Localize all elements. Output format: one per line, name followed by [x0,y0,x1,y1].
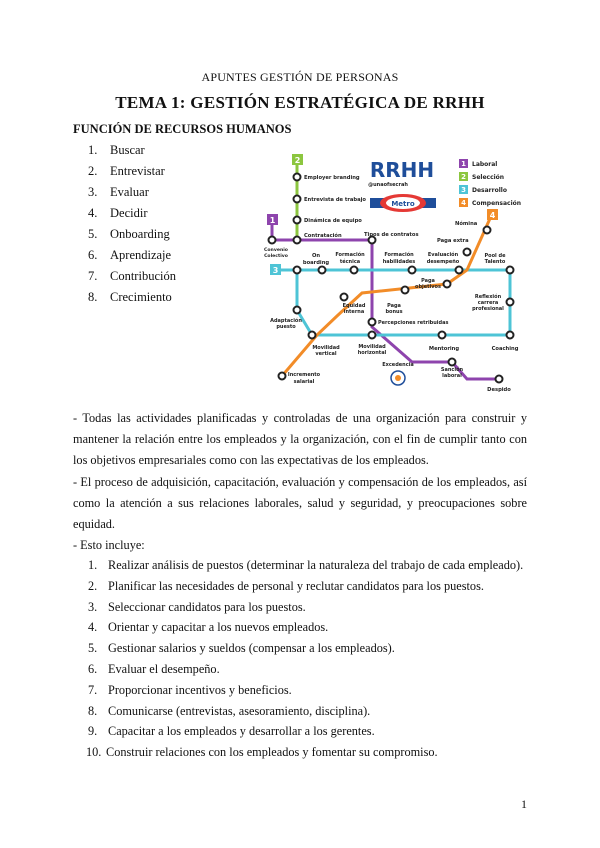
svg-text:Colectivo: Colectivo [264,254,288,259]
list-text: Crecimiento [110,290,172,304]
list-item [88,161,176,182]
station-movilidad-vertical: Movilidad [312,345,340,351]
list-text: Onboarding [110,227,170,241]
station-contratacion: Contratación [304,233,342,239]
svg-text:interna: interna [343,309,365,315]
legend-label: Compensación [472,200,522,207]
list-number: 9. [88,724,98,739]
station-movilidad-horizontal: Movilidad [358,344,386,350]
paragraph: - Todas las actividades planificadas y controladas de una organización para construir y mantener la relación entre los empleados y la organización, con el fin de cumplir tanto con los objetivos empresariales como con las expectativas de los empleados. [73,411,527,468]
list-number: 7. [88,269,98,283]
line-4-badge [487,209,498,220]
list-item [88,638,523,659]
station-formacion-habilidades: Formación [384,252,414,258]
list-number: 4. [88,206,98,220]
functions-list [88,140,176,308]
list-item [88,597,523,618]
logo-subtitle: @unaofsecrah [368,182,408,188]
station-paga-objetivos: Paga [421,278,435,284]
list-text: Evaluar [110,185,149,199]
metro-seal-icon [391,371,405,385]
list-text: Orientar y capacitar a los nuevos empleados. [108,620,329,635]
list-item [88,701,523,722]
station-excedencia: Excedencia [382,362,414,368]
list-text: Seleccionar candidatos para los puestos. [108,599,306,614]
station-evaluacion: Evaluación [427,252,459,258]
svg-text:2: 2 [461,173,466,181]
station-onboarding: On [311,253,321,259]
list-number: 8. [88,703,98,718]
paragraph: - Esto incluye: [73,538,145,553]
hr-metro-map [262,152,527,392]
svg-text:2: 2 [294,156,301,165]
svg-text:3: 3 [272,266,279,275]
logo-text: RRHH [369,158,435,182]
page-title: TEMA 1: GESTIÓN ESTRATÉGICA DE RRHH [115,93,485,112]
list-item [88,245,176,266]
paragraph: - El proceso de adquisición, capacitación, evaluación y compensación de los empleados, así como la atención a sus relaciones laborales, salud y seguridad, y preocupaciones sobre equidad. [73,474,527,532]
svg-text:Talento: Talento [484,259,506,265]
list-text: Entrevistar [110,164,165,178]
svg-text:técnica: técnica [339,259,361,265]
line-2-badge [292,154,303,165]
rrhh-logo [368,158,436,212]
station-convenio: Convenio [264,248,288,253]
line-1-badge [267,214,278,225]
station-reflexion: Reflexión [474,294,502,300]
list-text: Comunicarse (entrevistas, asesoramiento, disciplina). [108,703,371,718]
svg-text:profesional: profesional [472,306,504,312]
station-equidad-interna: Equidad [342,303,366,309]
station-tipos-contratos: Tipos de contratos [364,232,419,238]
list-text: Aprendizaje [110,248,172,262]
station-dinamica: Dinámica de equipo [304,218,362,224]
list-number: 5. [88,641,98,656]
svg-text:puesto: puesto [276,324,296,330]
svg-text:salarial: salarial [293,379,315,385]
legend-label: Selección [472,174,505,181]
line-3-badge [270,264,281,275]
svg-text:4: 4 [461,199,466,207]
list-number: 6. [88,661,98,676]
list-text: Proporcionar incentivos y beneficios. [108,682,292,697]
list-text: Realizar análisis de puestos (determinar la naturaleza del trabajo de cada empleado). [108,558,524,572]
station-despido: Despido [487,387,511,392]
station-mentoring: Mentoring [428,346,460,352]
list-number: 3. [88,599,98,614]
list-number: 2. [88,578,98,593]
list-number: 8. [88,290,98,304]
metro-label: Metro [391,200,415,208]
page-number: 1 [521,797,527,811]
svg-text:carrera: carrera [477,300,499,306]
list-text: Buscar [110,143,145,157]
svg-text:habilidades: habilidades [382,259,416,265]
svg-text:horizontal: horizontal [357,350,387,356]
station-entrevista: Entrevista de trabajo [304,197,366,203]
description-paragraphs [73,408,527,556]
list-number: 5. [88,227,98,241]
includes-list [88,555,523,763]
list-item [88,266,176,287]
list-text: Gestionar salarios y sueldos (compensar a los empleados). [108,641,395,656]
station-nomina: Nómina [455,221,478,227]
svg-text:laboral: laboral [442,373,462,379]
svg-text:boarding: boarding [302,260,330,266]
list-item [88,224,176,245]
list-number: 2. [88,164,98,178]
list-item [88,140,176,161]
list-text: Construir relaciones con los empleados y fomentar su compromiso. [106,745,438,760]
list-text: Capacitar a los empleados y desarrollar a los gerentes. [108,724,375,739]
station-sancion-laboral: Sanción [440,367,464,373]
station-paga-bonus: Paga [387,303,401,309]
list-number: 1. [88,558,98,572]
list-item [88,287,176,308]
list-number: 1. [88,143,98,157]
section-heading: FUNCIÓN DE RECURSOS HUMANOS [73,122,292,136]
station-formacion-tecnica: Formación [335,252,365,258]
svg-text:4: 4 [489,211,496,220]
station-paga-extra: Paga extra [437,238,469,244]
legend-label: Desarrollo [472,187,507,194]
list-item [88,203,176,224]
station-incremento-salarial: Incremento [287,372,321,378]
list-number: 3. [88,185,98,199]
list-text: Evaluar el desempeño. [108,661,220,676]
svg-text:3: 3 [461,186,466,194]
list-item [88,576,523,597]
list-item [88,721,523,742]
list-text: Contribución [110,269,176,283]
station-pool-talento: Pool de [484,253,506,259]
svg-text:1: 1 [269,216,276,225]
svg-text:vertical: vertical [315,351,337,357]
station-adaptacion-puesto: Adaptación [270,318,302,324]
list-text: Decidir [110,206,148,220]
list-text: Planificar las necesidades de personal y reclutar candidatos para los puestos. [108,578,484,593]
list-number: 6. [88,248,98,262]
legend-label: Laboral [472,161,498,168]
list-item [88,680,523,701]
svg-text:1: 1 [461,160,466,168]
station-percepciones: Percepciones retribuidas [378,320,449,326]
list-number: 10. [86,745,102,760]
station-employer-branding: Employer branding [304,175,360,181]
document-header: APUNTES GESTIÓN DE PERSONAS [201,70,399,84]
list-number: 7. [88,682,98,697]
list-item [88,617,523,638]
list-item [88,182,176,203]
svg-text:objetivos: objetivos [415,284,441,290]
list-item [88,659,523,680]
list-number: 4. [88,620,98,635]
map-legend [459,159,521,207]
station-coaching: Coaching [491,346,519,352]
svg-text:desempeño: desempeño [426,259,460,265]
list-item [88,742,523,763]
svg-text:bonus: bonus [385,309,403,315]
list-item [88,555,523,576]
